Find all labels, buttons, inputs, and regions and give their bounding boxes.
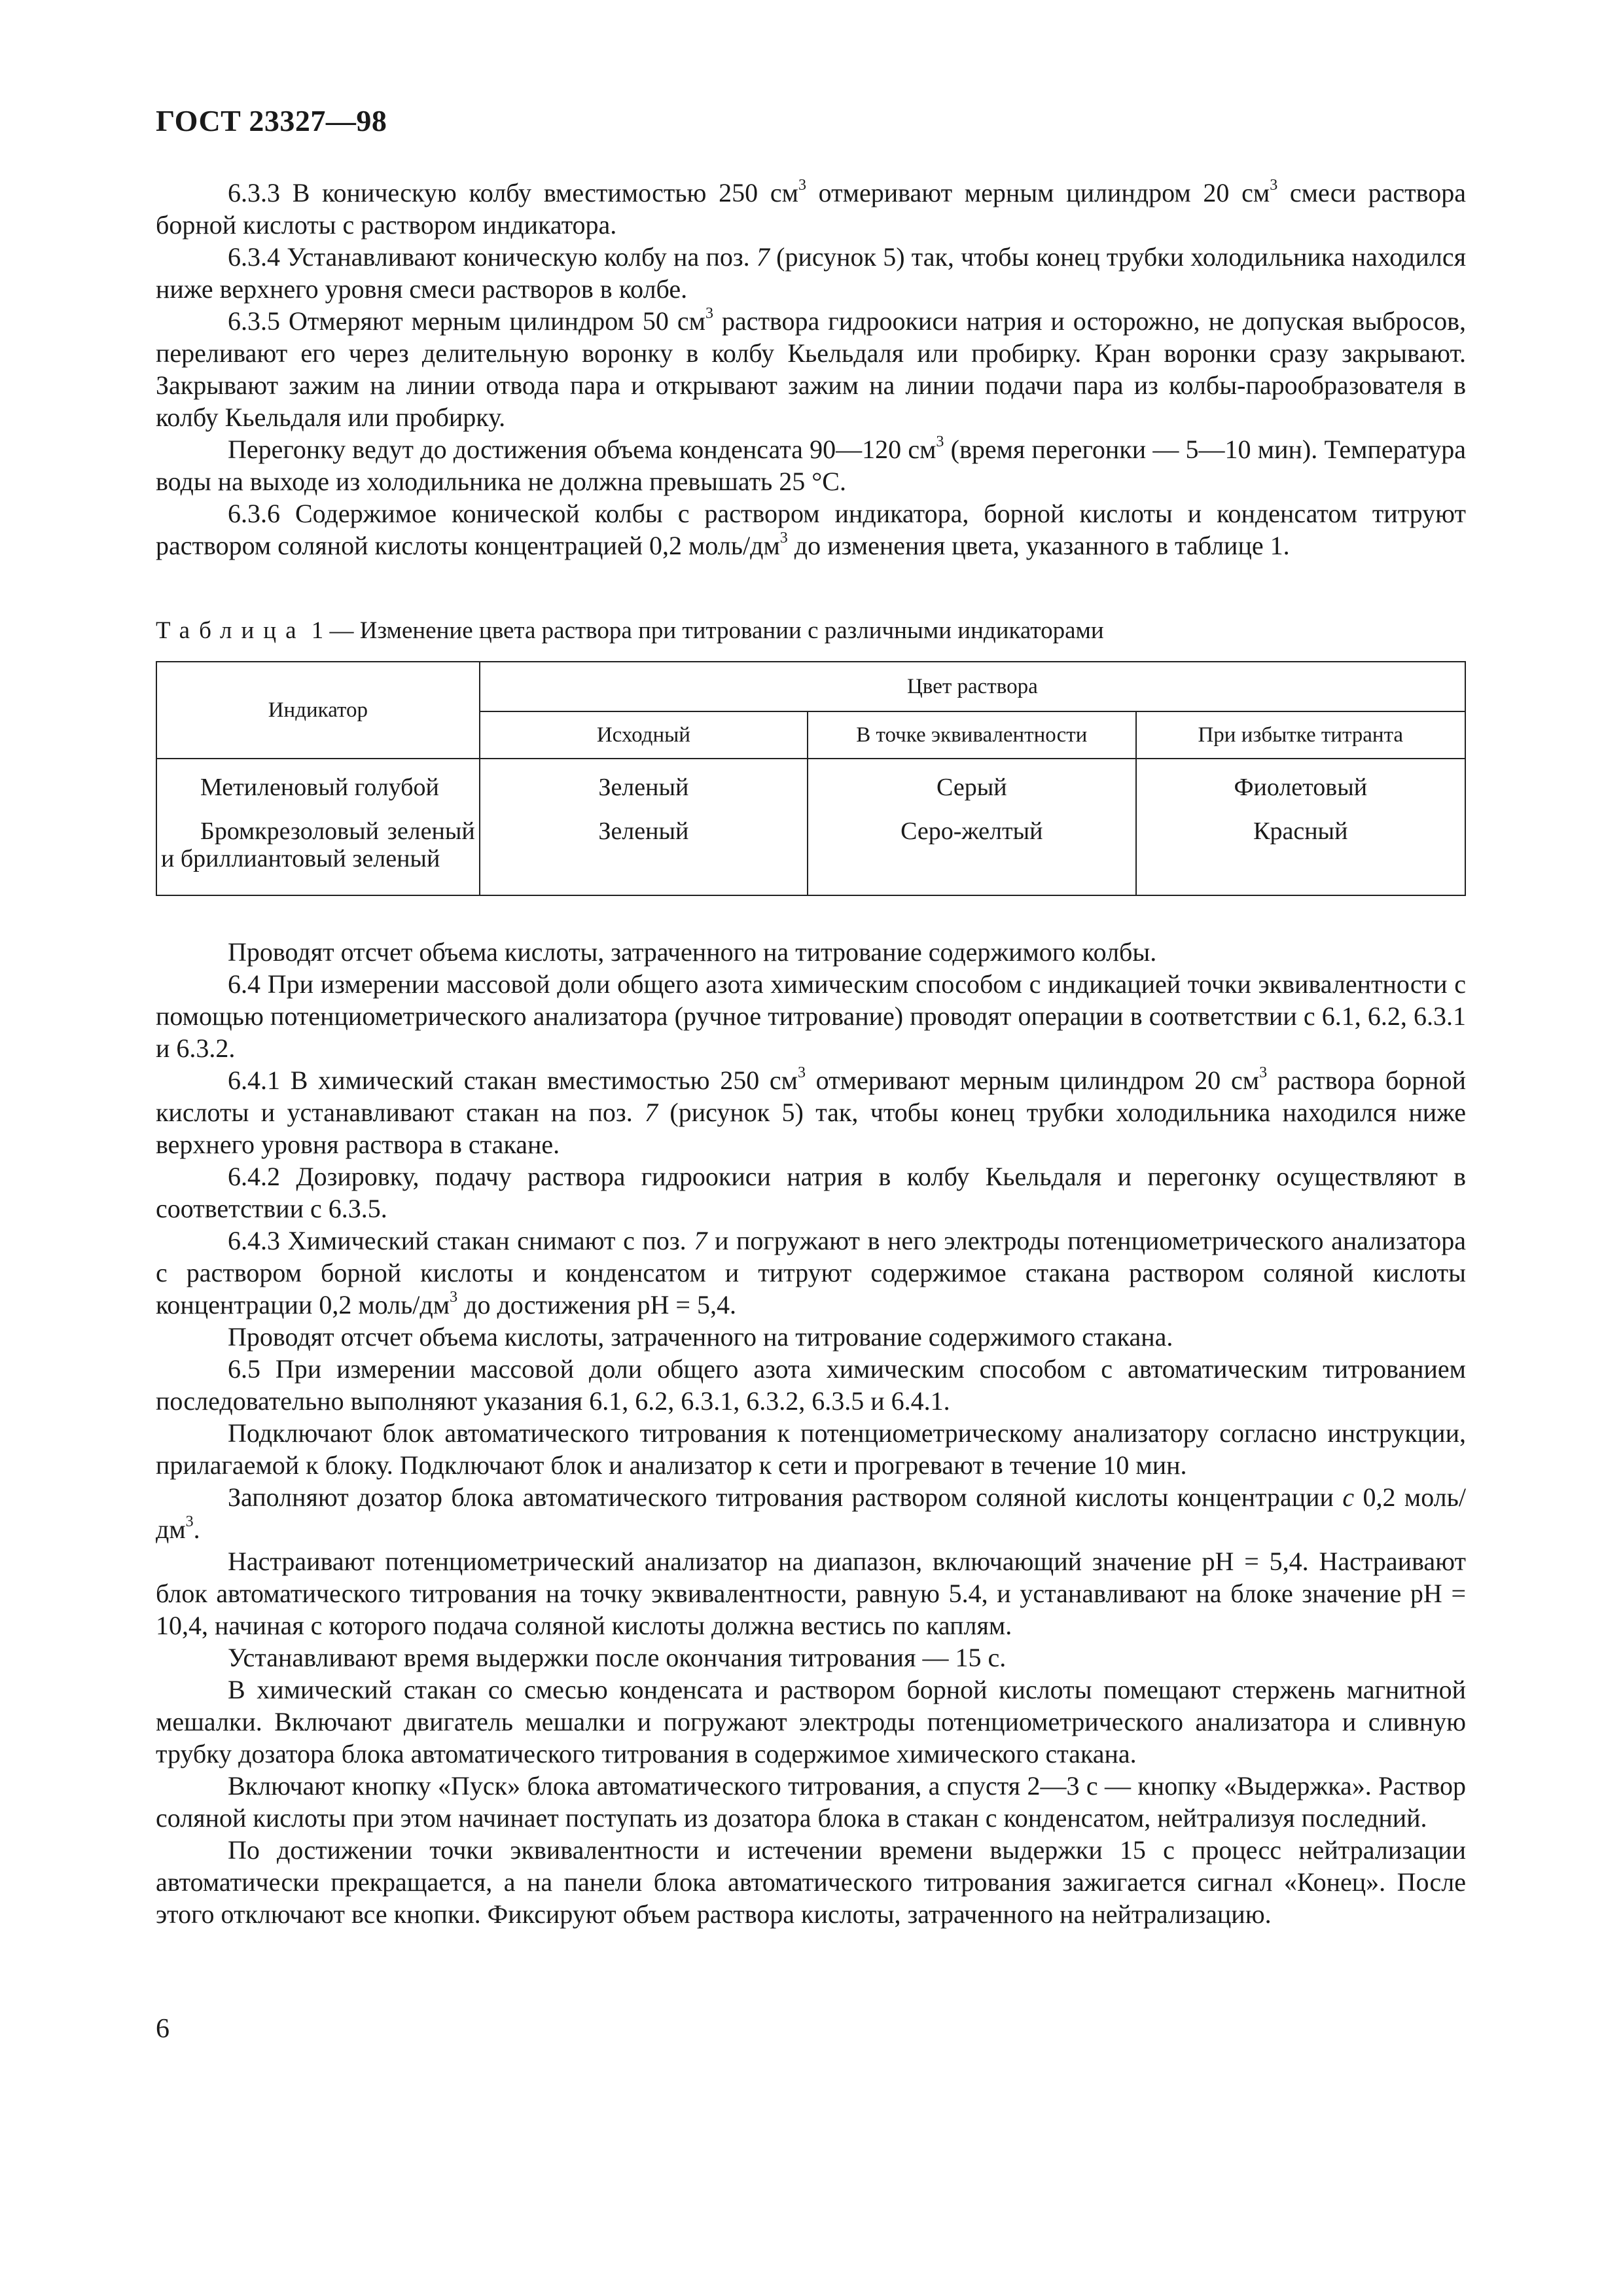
- table-caption-label: Таблица: [156, 617, 306, 644]
- paragraph-text: Настраивают потенциометрический анализатор на диапазон, включающий значение рН = 5,4. Настраивают блок автоматического титрования на точку эквивалентности, равную 5.4, и устанавливают на блоке значение рН = 10,4, начиная с которого подача соляной кислоты должна вестись по каплям.: [156, 1547, 1466, 1640]
- paragraph-text: 6.3.5 Отмеряют мерным цилиндром 50 см: [228, 306, 705, 336]
- paragraph: [156, 1225, 1466, 1321]
- paragraph: [156, 968, 1466, 1064]
- color-change-table: [156, 661, 1466, 896]
- paragraph: [156, 177, 1466, 241]
- table-header-excess: При избытке титранта: [1136, 711, 1465, 759]
- paragraph-text: и погружают в него электроды потенциометрического анализатора с раствором борной кислоты и конденсатом и титруют содержимое стакана раствором соляной кислоты концентрации 0,2 моль/дм: [156, 1226, 1467, 1319]
- table-cell-initial: Зеленый: [480, 759, 808, 810]
- table-cell-excess: Фиолетовый: [1136, 759, 1465, 810]
- table-header-initial: Исходный: [480, 711, 808, 759]
- paragraph: [156, 1064, 1466, 1160]
- paragraph: [156, 1834, 1466, 1930]
- paragraph-text: 6.5 При измерении массовой доли общего азота химическим способом с автоматическим титрованием последовательно выполняют указания 6.1, 6.2, 6.3.1, 6.3.2, 6.3.5 и 6.4.1.: [156, 1354, 1466, 1416]
- paragraph-text: (рисунок 5) так, чтобы конец трубки холодильника находился ниже верхнего уровня смеси растворов в колбе.: [156, 242, 1466, 304]
- italic-ref: 7: [645, 1098, 658, 1127]
- table-cell-equivalence: Серый: [808, 759, 1136, 810]
- table-row: [156, 759, 1465, 810]
- paragraph-text: (время перегонки — 5—10 мин). Температура воды на выходе из холодильника не должна превышать 25 °С.: [156, 435, 1467, 496]
- paragraph: [156, 497, 1466, 562]
- table-caption-text: 1 — Изменение цвета раствора при титровании с различными индикаторами: [305, 617, 1104, 644]
- paragraph: [156, 1545, 1466, 1641]
- table-header-equivalence: В точке эквивалентности: [808, 711, 1136, 759]
- paragraph-text: Заполняют дозатор блока автоматического титрования раствором соляной кислоты концентрации: [228, 1482, 1343, 1512]
- superscript: 3: [450, 1289, 458, 1306]
- paragraph-text: 6.3.6 Содержимое конической колбы с раствором индикатора, борной кислоты и конденсатом титруют раствором соляной кислоты концентрацией 0,2 моль/дм: [156, 499, 1466, 560]
- paragraph-text: 0,2 моль/дм: [156, 1482, 1466, 1544]
- paragraph-text: (рисунок 5) так, чтобы конец трубки холодильника находился ниже верхнего уровня раствора в стакане.: [156, 1098, 1466, 1159]
- table-cell-indicator: Бромкрезоловый зеленый и бриллиантовый зеленый: [156, 810, 480, 895]
- paragraph-text: Перегонку ведут до достижения объема конденсата 90—120 см: [228, 435, 936, 464]
- table-caption: [156, 617, 1466, 645]
- paragraph-text: отмеривают мерным цилиндром 20 см: [805, 1066, 1260, 1095]
- paragraph-text: Проводят отсчет объема кислоты, затраченного на титрование содержимого стакана.: [228, 1322, 1173, 1352]
- table-cell-equivalence: Серо-желтый: [808, 810, 1136, 895]
- superscript: 3: [798, 177, 806, 194]
- paragraph: [156, 1417, 1466, 1481]
- paragraph-text: 6.4.2 Дозировку, подачу раствора гидроокиси натрия в колбу Кьельдаля и перегонку осуществляют в соответствии с 6.3.5.: [156, 1162, 1466, 1223]
- superscript: 3: [1259, 1064, 1268, 1081]
- document-header: ГОСТ 23327—98: [156, 104, 387, 137]
- italic-ref: c: [1342, 1482, 1355, 1512]
- paragraph-text: раствора борной кислоты и устанавливают стакан на поз.: [156, 1066, 1466, 1127]
- paragraph-text: отмеривают мерным цилиндром 20 см: [806, 178, 1270, 207]
- paragraph-text: Устанавливают время выдержки после окончания титрования — 15 с.: [228, 1643, 1007, 1672]
- table-cell-initial: Зеленый: [480, 810, 808, 895]
- paragraph-text: В химический стакан со смесью конденсата и раствором борной кислоты помещают стержень магнитной мешалки. Включают двигатель мешалки и погружают электроды потенциометрического анализатора и сливную трубку дозатора блока автоматического титрования в содержимое химического стакана.: [156, 1675, 1466, 1768]
- paragraph: [156, 1674, 1466, 1770]
- paragraph: [156, 305, 1466, 433]
- table-cell-indicator: Метиленовый голубой: [156, 759, 480, 810]
- table-row: [156, 810, 1465, 895]
- superscript: 3: [779, 529, 788, 547]
- paragraph: [156, 1160, 1466, 1225]
- paragraph-text: Включают кнопку «Пуск» блока автоматического титрования, а спустя 2—3 с — кнопку «Выдержка». Раствор соляной кислоты при этом начинает поступать из дозатора блока в стакан с конденсатом, нейтрализуя последний.: [156, 1771, 1466, 1833]
- paragraph: [156, 1770, 1466, 1834]
- superscript: 3: [185, 1513, 194, 1530]
- text-block-top: [156, 177, 1466, 562]
- paragraph-text: 6.3.3 В коническую колбу вместимостью 250 см: [228, 178, 798, 207]
- table-header-color-group: Цвет раствора: [480, 662, 1465, 711]
- italic-ref: 7: [756, 242, 770, 272]
- paragraph-text: раствора гидроокиси натрия и осторожно, не допуская выбросов, переливают его через делительную воронку в колбу Кьельдаля или пробирку. Кран воронки сразу закрывают. Закрывают зажим на линии отвода пара и открывают зажим на линии подачи пара из колбы-парообразователя в колбу Кьельдаля или пробирку.: [156, 306, 1466, 432]
- table-cell-excess: Красный: [1136, 810, 1465, 895]
- paragraph: [156, 1321, 1466, 1353]
- paragraph-text: 6.4.3 Химический стакан снимают с поз.: [228, 1226, 694, 1255]
- superscript: 3: [705, 305, 713, 322]
- superscript: 3: [1270, 177, 1278, 194]
- paragraph-text: 6.3.4 Устанавливают коническую колбу на поз.: [228, 242, 757, 272]
- text-block-bottom: [156, 936, 1466, 1930]
- paragraph-text: По достижении точки эквивалентности и истечении времени выдержки 15 с процесс нейтрализации автоматически прекращается, а на панели блока автоматического титрования зажигается сигнал «Конец». После этого отключают все кнопки. Фиксируют объем раствора кислоты, затраченного на нейтрализацию.: [156, 1835, 1466, 1929]
- paragraph-text: до достижения рН = 5,4.: [457, 1290, 736, 1319]
- page-number: 6: [156, 2014, 169, 2044]
- paragraph-text: смеси раствора борной кислоты с раствором индикатора.: [156, 178, 1466, 240]
- paragraph: [156, 1353, 1466, 1417]
- paragraph: [156, 936, 1466, 968]
- superscript: 3: [797, 1064, 806, 1081]
- paragraph: [156, 241, 1466, 305]
- paragraph: [156, 1641, 1466, 1674]
- paragraph-text: 6.4.1 В химический стакан вместимостью 250 см: [228, 1066, 798, 1095]
- italic-ref: 7: [694, 1226, 707, 1255]
- paragraph-text: до изменения цвета, указанного в таблице 1.: [787, 531, 1290, 560]
- paragraph-text: 6.4 При измерении массовой доли общего азота химическим способом с индикацией точки эквивалентности с помощью потенциометрического анализатора (ручное титрование) проводят операции в соответствии с 6.1, 6.2, 6.3.1 и 6.3.2.: [156, 969, 1466, 1063]
- paragraph-text: .: [193, 1515, 200, 1544]
- paragraph-text: Подключают блок автоматического титрования к потенциометрическому анализатору согласно инструкции, прилагаемой к блоку. Подключают блок и анализатор к сети и прогревают в течение 10 мин.: [156, 1418, 1466, 1480]
- table-header-indicator: Индикатор: [156, 662, 480, 759]
- superscript: 3: [936, 433, 944, 450]
- paragraph: [156, 1481, 1466, 1545]
- paragraph: [156, 433, 1466, 497]
- paragraph-text: Проводят отсчет объема кислоты, затраченного на титрование содержимого колбы.: [228, 937, 1157, 967]
